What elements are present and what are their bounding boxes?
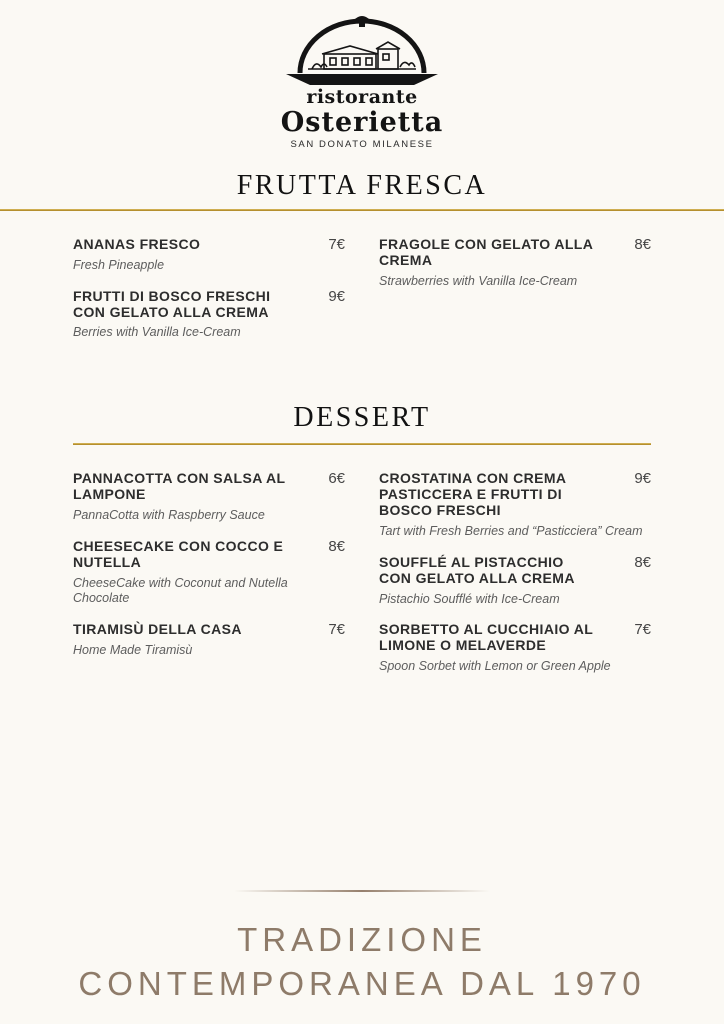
menu-item: [73, 289, 345, 342]
menu-column-right: [379, 471, 651, 690]
menu-item-description: CheeseCake with Coconut and Nutella Chocolate: [73, 575, 288, 606]
restaurant-location: SAN DONATO MILANESE: [290, 139, 434, 150]
menu-item: [73, 539, 345, 607]
menu-item: [73, 471, 345, 524]
menu-item-price: 9€: [634, 470, 651, 488]
restaurant-name-top: ristorante: [306, 86, 418, 108]
footer-tagline: TRADIZIONE CONTEMPORANEA DAL 1970: [78, 920, 646, 1003]
menu-item: [379, 555, 651, 608]
gold-divider-full: [0, 209, 724, 211]
menu-item-price: 7€: [328, 620, 345, 638]
menu-item-price: 9€: [328, 287, 345, 305]
menu-item-price: 8€: [328, 537, 345, 555]
menu-item: [379, 622, 651, 675]
footer-divider: [234, 890, 490, 892]
menu-item-description: Tart with Fresh Berries and “Pasticciera” Cream: [379, 523, 643, 538]
section-title-frutta-fresca: FRUTTA FRESCA: [236, 170, 488, 201]
menu-item-price: 8€: [634, 553, 651, 571]
menu-item-description: Strawberries with Vanilla Ice-Cream: [379, 273, 578, 288]
menu-item-name: FRAGOLE CON GELATO ALLA CREMA: [379, 236, 593, 268]
menu-item-description: Berries with Vanilla Ice-Cream: [73, 325, 241, 340]
menu-item-name: CHEESECAKE CON COCCO E NUTELLA: [73, 537, 284, 570]
menu-item-description: PannaCotta with Raspberry Sauce: [73, 508, 265, 523]
menu-item-name: CROSTATINA CON CREMA PASTICCERA E FRUTTI DI BOSCO FRESCHI: [379, 470, 566, 519]
menu-item-name: FRUTTI DI BOSCO FRESCHI CON GELATO ALLA CREMA: [73, 287, 271, 320]
menu-column-left: [73, 471, 345, 673]
menu-item: [379, 237, 651, 290]
menu-item-name: PANNACOTTA CON SALSA AL LAMPONE: [73, 470, 286, 503]
menu-item-price: 7€: [328, 236, 345, 253]
menu-column-left: [73, 237, 345, 356]
menu-item-description: Pistachio Soufflé with Ice-Cream: [379, 591, 560, 606]
section-title-dessert: DESSERT: [293, 402, 431, 434]
menu-item: [73, 237, 345, 274]
menu-item-description: Spoon Sorbet with Lemon or Green Apple: [379, 659, 611, 674]
menu-item: [379, 471, 651, 539]
menu-item-name: SORBETTO AL CUCCHIAIO AL LIMONE O MELAVERDE: [379, 621, 593, 654]
menu-item: [73, 622, 345, 659]
restaurant-logo: [0, 0, 724, 150]
cloche-farmhouse-platter-icon: [0, 12, 724, 86]
restaurant-name-main: Osterietta: [280, 107, 444, 138]
menu-grid-dessert: [0, 471, 724, 690]
gold-divider-inset: [73, 443, 651, 445]
menu-grid-frutta-fresca: [0, 237, 724, 356]
menu-item-price: 6€: [328, 470, 345, 488]
menu-item-name: SOUFFLÉ AL PISTACCHIO CON GELATO ALLA CREMA: [379, 553, 575, 586]
menu-column-right: [379, 237, 651, 305]
menu-item-name: ANANAS FRESCO: [73, 236, 201, 252]
menu-item-description: Fresh Pineapple: [73, 257, 165, 272]
menu-item-description: Home Made Tiramisù: [73, 642, 193, 657]
menu-item-name: TIRAMISÙ DELLA CASA: [73, 620, 242, 637]
menu-item-price: 7€: [634, 621, 651, 639]
menu-item-price: 8€: [634, 236, 651, 253]
